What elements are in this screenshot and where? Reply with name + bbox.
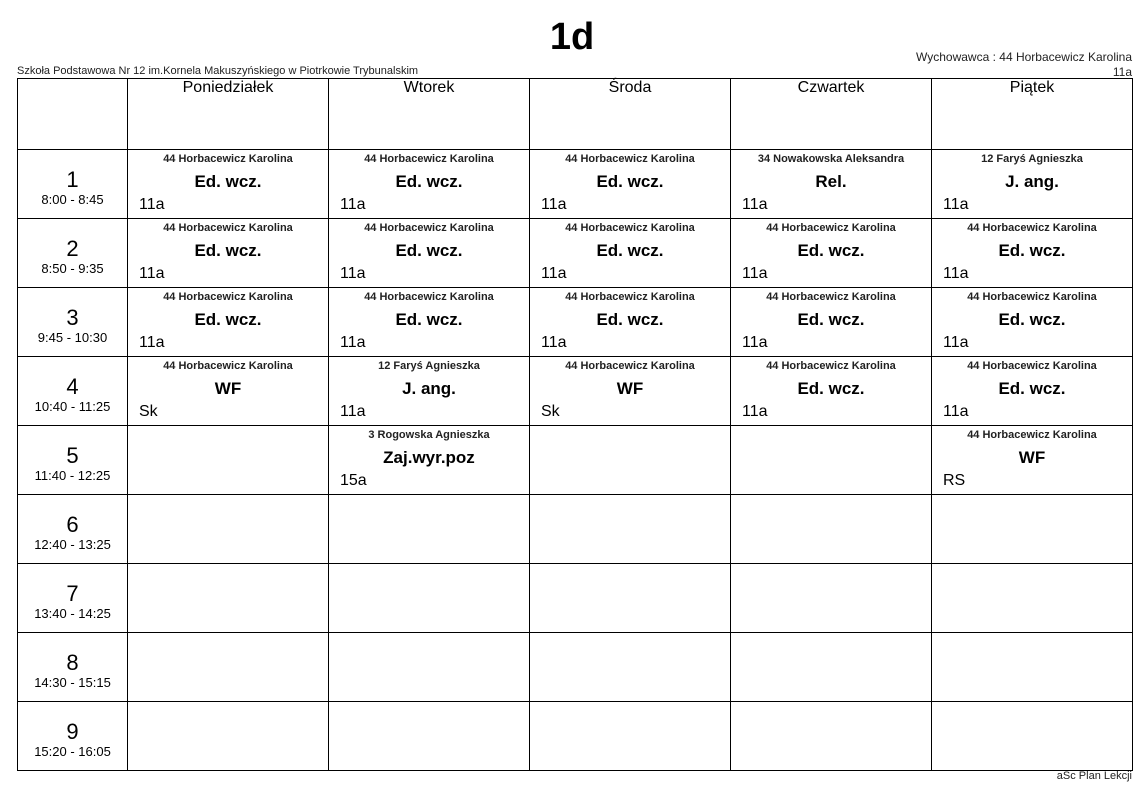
day-header: Poniedziałek — [128, 79, 329, 150]
lesson-room: 11a — [139, 334, 165, 351]
lesson-cell — [329, 564, 530, 633]
lesson-cell — [128, 564, 329, 633]
lesson-teacher: 44 Horbacewicz Karolina — [163, 360, 293, 372]
period-time: 8:00 - 8:45 — [41, 192, 104, 207]
period-cell — [18, 702, 128, 771]
lesson-subject: J. ang. — [1005, 172, 1059, 191]
day-header: Środa — [530, 79, 731, 150]
lesson-teacher: 3 Rogowska Agnieszka — [368, 429, 490, 441]
lesson-cell — [530, 633, 731, 702]
homeroom-teacher: Wychowawca : 44 Horbacewicz Karolina — [916, 50, 1132, 64]
lesson-cell — [731, 357, 932, 426]
lesson-teacher: 44 Horbacewicz Karolina — [163, 153, 293, 165]
lesson-teacher: 44 Horbacewicz Karolina — [766, 222, 896, 234]
lesson-room: 11a — [541, 265, 567, 282]
lesson-subject: Ed. wcz. — [395, 172, 463, 191]
lesson-room: 15a — [340, 472, 367, 489]
lesson-room: 11a — [943, 196, 969, 213]
period-cell — [18, 564, 128, 633]
lesson-cell — [731, 633, 932, 702]
period-number: 5 — [66, 443, 79, 468]
lesson-room: Sk — [541, 403, 560, 420]
period-row — [18, 495, 1133, 564]
lesson-teacher: 44 Horbacewicz Karolina — [565, 153, 695, 165]
lesson-teacher: 44 Horbacewicz Karolina — [967, 222, 1097, 234]
lesson-cell — [530, 288, 731, 357]
lesson-cell — [128, 219, 329, 288]
period-row — [18, 564, 1133, 633]
lesson-room: 11a — [541, 334, 567, 351]
lesson-cell — [530, 495, 731, 564]
lesson-teacher: 44 Horbacewicz Karolina — [364, 291, 494, 303]
period-row — [18, 633, 1133, 702]
lesson-room: 11a — [943, 334, 969, 351]
lesson-teacher: 44 Horbacewicz Karolina — [565, 360, 695, 372]
lesson-cell — [329, 288, 530, 357]
day-header: Wtorek — [329, 79, 530, 150]
period-time: 8:50 - 9:35 — [41, 261, 104, 276]
period-cell — [18, 426, 128, 495]
lesson-room: 11a — [742, 196, 768, 213]
lesson-cell — [932, 702, 1133, 771]
period-row — [18, 702, 1133, 771]
lesson-room: 11a — [742, 265, 768, 282]
period-row — [18, 219, 1133, 288]
lesson-cell — [932, 426, 1133, 495]
lesson-cell — [128, 495, 329, 564]
period-number: 8 — [66, 650, 79, 675]
homeroom-room: 11a — [1112, 65, 1132, 79]
lesson-subject: Ed. wcz. — [998, 310, 1066, 329]
lesson-cell — [932, 288, 1133, 357]
lesson-cell — [128, 633, 329, 702]
lesson-room: 11a — [943, 403, 969, 420]
lesson-subject: Ed. wcz. — [998, 241, 1066, 260]
lesson-subject: Ed. wcz. — [194, 310, 262, 329]
lesson-subject: WF — [214, 379, 242, 398]
lesson-room: 11a — [943, 265, 969, 282]
lesson-cell — [530, 426, 731, 495]
period-time: 10:40 - 11:25 — [34, 399, 111, 414]
lesson-subject: Ed. wcz. — [596, 172, 664, 191]
lesson-cell — [530, 702, 731, 771]
lesson-cell — [329, 357, 530, 426]
lesson-subject: WF — [1018, 448, 1046, 467]
lesson-subject: Ed. wcz. — [797, 310, 865, 329]
lesson-teacher: 44 Horbacewicz Karolina — [565, 222, 695, 234]
lesson-teacher: 12 Faryś Agnieszka — [378, 360, 480, 372]
lesson-cell — [329, 150, 530, 219]
lesson-cell — [932, 357, 1133, 426]
lesson-teacher: 44 Horbacewicz Karolina — [163, 291, 293, 303]
lesson-teacher: 44 Horbacewicz Karolina — [163, 222, 293, 234]
lesson-cell — [731, 702, 932, 771]
lesson-cell — [128, 288, 329, 357]
lesson-cell — [128, 702, 329, 771]
lesson-subject: J. ang. — [402, 379, 456, 398]
lesson-subject: Ed. wcz. — [194, 241, 262, 260]
period-number: 7 — [66, 581, 79, 606]
day-header: Czwartek — [731, 79, 932, 150]
period-cell — [18, 633, 128, 702]
lesson-room: 11a — [139, 265, 165, 282]
period-time: 15:20 - 16:05 — [34, 744, 111, 759]
lesson-subject: Ed. wcz. — [395, 310, 463, 329]
lesson-subject: Ed. wcz. — [797, 241, 865, 260]
lesson-cell — [932, 150, 1133, 219]
lesson-cell — [329, 702, 530, 771]
period-number: 2 — [66, 236, 79, 261]
period-number: 1 — [66, 167, 79, 192]
lesson-cell — [731, 564, 932, 633]
lesson-cell — [932, 495, 1133, 564]
lesson-room: 11a — [340, 265, 366, 282]
period-cell — [18, 495, 128, 564]
lesson-room: 11a — [541, 196, 567, 213]
lesson-subject: Ed. wcz. — [998, 379, 1066, 398]
period-row — [18, 288, 1133, 357]
lesson-cell — [329, 495, 530, 564]
lesson-teacher: 34 Nowakowska Aleksandra — [757, 153, 905, 165]
period-cell — [18, 150, 128, 219]
day-header-row — [18, 79, 1133, 150]
lesson-cell — [530, 564, 731, 633]
lesson-cell — [731, 219, 932, 288]
timetable-grid — [17, 78, 1133, 771]
lesson-subject: WF — [616, 379, 644, 398]
lesson-cell — [932, 633, 1133, 702]
lesson-subject: Ed. wcz. — [596, 241, 664, 260]
period-number: 4 — [66, 374, 79, 399]
lesson-teacher: 44 Horbacewicz Karolina — [766, 291, 896, 303]
lesson-cell — [731, 495, 932, 564]
period-number: 9 — [66, 719, 79, 744]
period-cell — [18, 219, 128, 288]
period-row — [18, 357, 1133, 426]
footer-credit: aSc Plan Lekcji — [1056, 770, 1132, 782]
lesson-cell — [128, 357, 329, 426]
lesson-teacher: 44 Horbacewicz Karolina — [364, 153, 494, 165]
lesson-cell — [329, 219, 530, 288]
lesson-subject: Ed. wcz. — [395, 241, 463, 260]
lesson-cell — [932, 564, 1133, 633]
lesson-teacher: 44 Horbacewicz Karolina — [364, 222, 494, 234]
period-time: 9:45 - 10:30 — [37, 330, 108, 345]
lesson-subject: Ed. wcz. — [797, 379, 865, 398]
lesson-subject: Ed. wcz. — [194, 172, 262, 191]
lesson-cell — [530, 357, 731, 426]
lesson-subject: Rel. — [815, 172, 847, 191]
period-time: 14:30 - 15:15 — [34, 675, 111, 690]
period-time: 11:40 - 12:25 — [34, 468, 111, 483]
lesson-cell — [530, 219, 731, 288]
lesson-room: 11a — [340, 196, 366, 213]
lesson-cell — [731, 288, 932, 357]
lesson-cell — [731, 150, 932, 219]
period-time: 12:40 - 13:25 — [34, 537, 111, 552]
lesson-teacher: 44 Horbacewicz Karolina — [766, 360, 896, 372]
page-title: 1d — [549, 16, 595, 58]
lesson-cell — [128, 426, 329, 495]
lesson-cell — [932, 219, 1133, 288]
lesson-room: 11a — [742, 403, 768, 420]
lesson-cell — [128, 150, 329, 219]
lesson-cell — [329, 426, 530, 495]
lesson-teacher: 44 Horbacewicz Karolina — [967, 291, 1097, 303]
lesson-subject: Zaj.wyr.poz — [383, 448, 475, 467]
lesson-room: RS — [943, 472, 966, 489]
period-number: 6 — [66, 512, 79, 537]
period-time: 13:40 - 14:25 — [34, 606, 111, 621]
period-row — [18, 150, 1133, 219]
lesson-cell — [731, 426, 932, 495]
period-number: 3 — [66, 305, 79, 330]
lesson-room: Sk — [139, 403, 158, 420]
school-name: Szkoła Podstawowa Nr 12 im.Kornela Makuszyńskiego w Piotrkowie Trybunalskim — [17, 65, 419, 77]
lesson-cell — [329, 633, 530, 702]
lesson-teacher: 12 Faryś Agnieszka — [981, 153, 1083, 165]
lesson-subject: Ed. wcz. — [596, 310, 664, 329]
lesson-room: 11a — [742, 334, 768, 351]
period-cell — [18, 357, 128, 426]
lesson-room: 11a — [139, 196, 165, 213]
timetable-body — [18, 150, 1133, 771]
lesson-teacher: 44 Horbacewicz Karolina — [967, 429, 1097, 441]
lesson-teacher: 44 Horbacewicz Karolina — [565, 291, 695, 303]
period-row — [18, 426, 1133, 495]
lesson-teacher: 44 Horbacewicz Karolina — [967, 360, 1097, 372]
corner-cell — [18, 79, 128, 150]
day-header: Piątek — [932, 79, 1133, 150]
period-cell — [18, 288, 128, 357]
lesson-cell — [530, 150, 731, 219]
lesson-room: 11a — [340, 403, 366, 420]
lesson-room: 11a — [340, 334, 366, 351]
